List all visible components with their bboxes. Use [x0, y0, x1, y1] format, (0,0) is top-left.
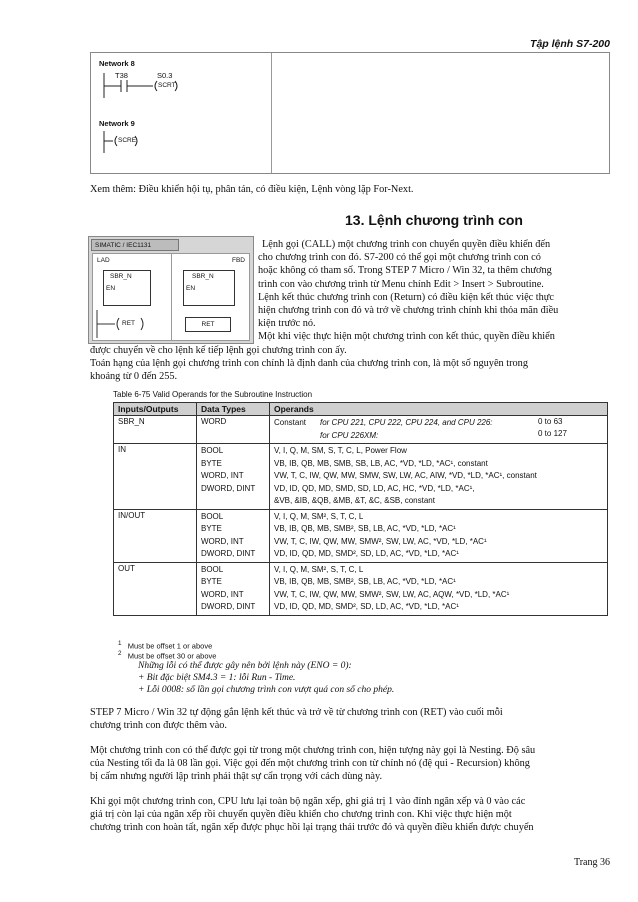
- table-row: IN BOOL BYTE WORD, INT DWORD, DINT V, I, Q, M, SM, S, T, C, L, Power Flow VB, IB, QB, MB, SMB, SB, LB, AC, *VD, *LD, *AC¹, constant VW, T, C, IW, QW, MW, SMW, SW, LW, AC, AIW, *VD, *LD, *AC¹, constant VD, ID, QD, MD, SMD, SD, LD, AC, HC, *VD, *LD, *AC¹, &VB, &IB, &QB, &MB, &T, &C, &SB, constant: [114, 444, 608, 510]
- contact-label: T38: [115, 71, 128, 80]
- table-header-row: Inputs/Outputs Data Types Operands: [114, 403, 608, 416]
- lad-en-label: EN: [106, 285, 116, 292]
- page-header: Tập lệnh S7-200: [530, 38, 610, 50]
- intro-continuation: được chuyển về cho lệnh kế tiếp lệnh gọi chương trình con ấy.: [90, 345, 347, 356]
- section-title: 13. Lệnh chương trình con: [345, 212, 523, 228]
- footnote-1: $^1$ Must be offset 1 or above: [118, 640, 213, 651]
- fbd-sbr-box: [183, 270, 235, 306]
- paragraph-nesting: Một chương trình con có thể được gọi từ trong một chương trình con, hiện tượng này gọi là Nesting. Độ sâu của Nesting tối đa là 08 lần gọi. Việc gọi đến một chương trình con từ chính nó (đệ qui - Recursion) không bị cấm nhưng người lập trình phải thật sự cẩn trọng với cách dùng này.: [90, 745, 536, 783]
- operands-table: [113, 402, 608, 616]
- fbd-label: FBD: [232, 257, 245, 264]
- table-row: IN/OUT BOOL BYTE WORD, INT DWORD, DINT V, I, Q, M, SM², S, T, C, L VB, IB, QB, MB, SMB², SB, LB, AC, *VD, *LD, *AC¹ VW, T, C, IW, QW, MW, SMW², SW, LW, AC, *VD, *LD, *AC¹ VD, ID, QD, MD, SMD², SD, LD, AC, *VD, *LD, *AC¹: [114, 509, 608, 562]
- paragraph-stack: Khi gọi một chương trình con, CPU lưu lại toàn bộ ngăn xếp, ghi giá trị 1 vào đỉnh ngăn xếp và 0 vào các giá trị còn lại của ngăn xếp rồi chuyển quyền điều khiển cho chương trình con. Khi việc thực hiện một chương trình con hoàn tất, ngăn xếp được phục hồi lại trạng thái trước đó và quyền điều khiển được chuyển: [90, 796, 534, 834]
- subroutine-editor-panel: [88, 236, 254, 344]
- fbd-sbr-label: SBR_N: [192, 273, 214, 280]
- scre-coil-label: SCRE: [118, 137, 137, 144]
- error-notes: Những lỗi có thể được gây nên bởi lệnh này (ENO = 0): + Bit đặc biệt SM4.3 = 1: lỗi Run - Time. + Lỗi 0008: số lần gọi chương trình con vượt quá con số cho phép.: [138, 661, 395, 695]
- lad-ret-label: RET: [122, 320, 135, 327]
- intro-paragraph: Lệnh gọi (CALL) một chương trình con chuyển quyền điều khiển đến cho chương trình con đó. S7-200 có thể gọi một chương trình con có hoặc không có tham số. Trong STEP 7 Micro / Win 32, ta thêm chương trình con vào chương trình từ Menu chính Edit > Insert > Subroutine. Lệnh kết thúc chương trình con (Return) có điều kiện kết thúc việc thực hiện chương trình con đó và trở về chương trình chính khi thỏa mãn điều kiện trước nó. Một khi việc thực hiện một chương trình con kết thúc, quyền điều khiển: [258, 239, 559, 343]
- scrt-coil-label: SCRT: [158, 82, 176, 89]
- lad-label: LAD: [97, 257, 110, 264]
- table-row: OUT BOOL BYTE WORD, INT DWORD, DINT V, I, Q, M, SM², S, T, C, L VB, IB, QB, MB, SMB², SB, LB, AC, *VD, *LD, *AC¹ VW, T, C, IW, QW, MW, SMW², SW, LW, AC, AQW, *VD, *LD, *AC¹ VD, ID, QD, MD, SMD², SD, LD, AC, *VD, *LD, *AC¹: [114, 562, 608, 615]
- lad-sbr-box: [103, 270, 151, 306]
- paragraph-ret: STEP 7 Micro / Win 32 tự động gắn lệnh kết thúc và trở về từ chương trình con (RET) vào cuối mỗi chương trình con được thêm vào.: [90, 707, 503, 732]
- network-9-label: Network 9: [99, 119, 135, 128]
- see-also-text: Xem thêm: Điều khiển hội tụ, phân tán, có điều kiện, Lệnh vòng lặp For-Next.: [90, 184, 414, 195]
- footnote-2: $^2$ Must be offset 30 or above: [118, 650, 217, 661]
- lad-sbr-label: SBR_N: [110, 273, 132, 280]
- coil-address-label: S0.3: [157, 71, 173, 80]
- fbd-ret-box: [185, 317, 231, 332]
- editor-tab: SIMATIC / IEC1131: [91, 239, 179, 251]
- table-row: SBR_N WORD Constant for CPU 221, CPU 222, CPU 224, and CPU 226: for CPU 226XM: 0 to 63 0 to 127: [114, 416, 608, 444]
- operand-limit-paragraph: Toán hạng của lệnh gọi chương trình con chính là định danh của chương trình con, là một số nguyên trong khoảng từ 0 đến 255.: [90, 358, 528, 383]
- ladder-diagram: [90, 52, 610, 174]
- page-number: Trang 36: [573, 857, 610, 868]
- fbd-en-label: EN: [186, 285, 196, 292]
- fbd-ret-label: RET: [201, 321, 215, 328]
- network-8-label: Network 8: [99, 59, 135, 68]
- table-caption: Table 6-75 Valid Operands for the Subroutine Instruction: [113, 390, 313, 399]
